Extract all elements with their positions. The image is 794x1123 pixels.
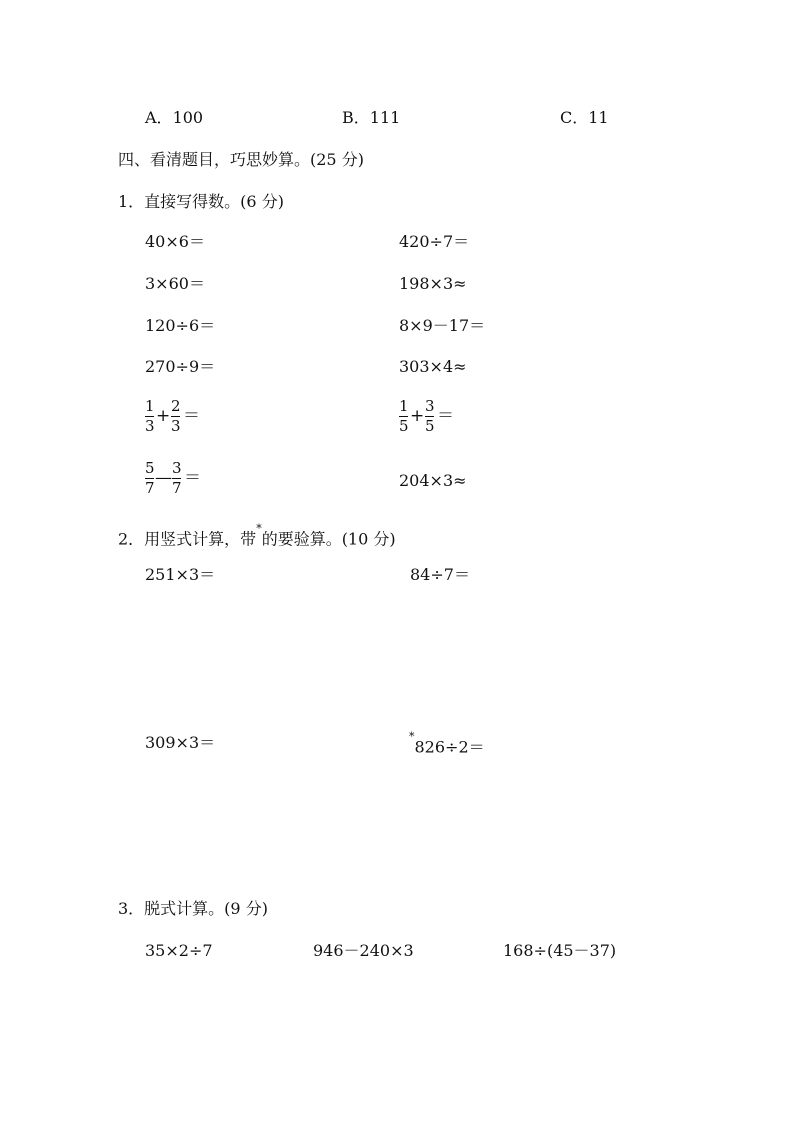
- equals-sign: ＝: [183, 406, 200, 426]
- denominator: 3: [171, 417, 181, 435]
- vertical-calc-item: 309×3＝: [145, 733, 216, 752]
- equals-sign: ＝: [437, 406, 454, 426]
- numerator: 1: [399, 397, 409, 415]
- numerator: 1: [145, 397, 155, 415]
- denominator: 5: [425, 417, 435, 435]
- option-b: [342, 108, 400, 128]
- denominator: 7: [172, 479, 182, 497]
- star-mark: *: [409, 730, 415, 743]
- fraction: [424, 398, 436, 435]
- stepwise-calc-item: 946－240×3: [313, 941, 414, 960]
- question-2-title-a: 2．用竖式计算，带: [118, 529, 257, 549]
- fraction: [144, 398, 156, 435]
- operator: —: [155, 468, 172, 488]
- question-3-title: 3．脱式计算。(9 分): [118, 899, 268, 918]
- calc-item: 420÷7＝: [399, 232, 470, 251]
- option-a-value: 100: [172, 108, 204, 127]
- fraction: [171, 460, 183, 497]
- stepwise-calc-item: 35×2÷7: [145, 941, 213, 960]
- operator: +: [156, 406, 171, 426]
- operator: +: [410, 406, 425, 426]
- numerator: 3: [425, 397, 435, 415]
- denominator: 5: [399, 417, 409, 435]
- option-c-letter: C．: [560, 108, 589, 127]
- vertical-calc-item-starred: [409, 730, 485, 757]
- calc-item: 204×3≈: [399, 471, 467, 490]
- calc-item: 303×4≈: [399, 357, 467, 376]
- calc-item: 8×9－17＝: [399, 316, 486, 335]
- section-title: 四、看清题目，巧思妙算。(25 分): [118, 150, 364, 169]
- calc-item: 120÷6＝: [145, 316, 216, 335]
- fraction: [144, 460, 156, 497]
- calc-item: 3×60＝: [145, 274, 205, 293]
- equals-sign: ＝: [184, 468, 201, 488]
- vertical-calc-item: 84÷7＝: [410, 565, 470, 584]
- option-c: [560, 108, 609, 128]
- star-mark: *: [256, 522, 262, 535]
- fraction: [170, 398, 182, 435]
- vertical-calc-item: 251×3＝: [145, 565, 216, 584]
- stepwise-calc-item: 168÷(45－37): [503, 941, 617, 960]
- question-2-title-b: 的要验算。(10 分): [261, 529, 396, 549]
- calc-item: 198×3≈: [399, 274, 467, 293]
- numerator: 3: [172, 459, 182, 477]
- option-b-value: 111: [369, 108, 401, 127]
- calc-item: 40×6＝: [145, 232, 205, 251]
- denominator: 3: [145, 417, 155, 435]
- option-a-letter: A．: [145, 108, 173, 127]
- question-2-title: [118, 522, 396, 549]
- option-a: [145, 108, 203, 128]
- option-c-value: 11: [588, 108, 609, 127]
- question-1-title: 1．直接写得数。(6 分): [118, 192, 284, 211]
- numerator: 2: [171, 397, 181, 415]
- calc-item: 270÷9＝: [145, 357, 216, 376]
- option-b-letter: B．: [342, 108, 370, 127]
- denominator: 7: [145, 479, 155, 497]
- fraction: [398, 398, 410, 435]
- vertical-calc-expression: 826÷2＝: [414, 737, 485, 757]
- numerator: 5: [145, 459, 155, 477]
